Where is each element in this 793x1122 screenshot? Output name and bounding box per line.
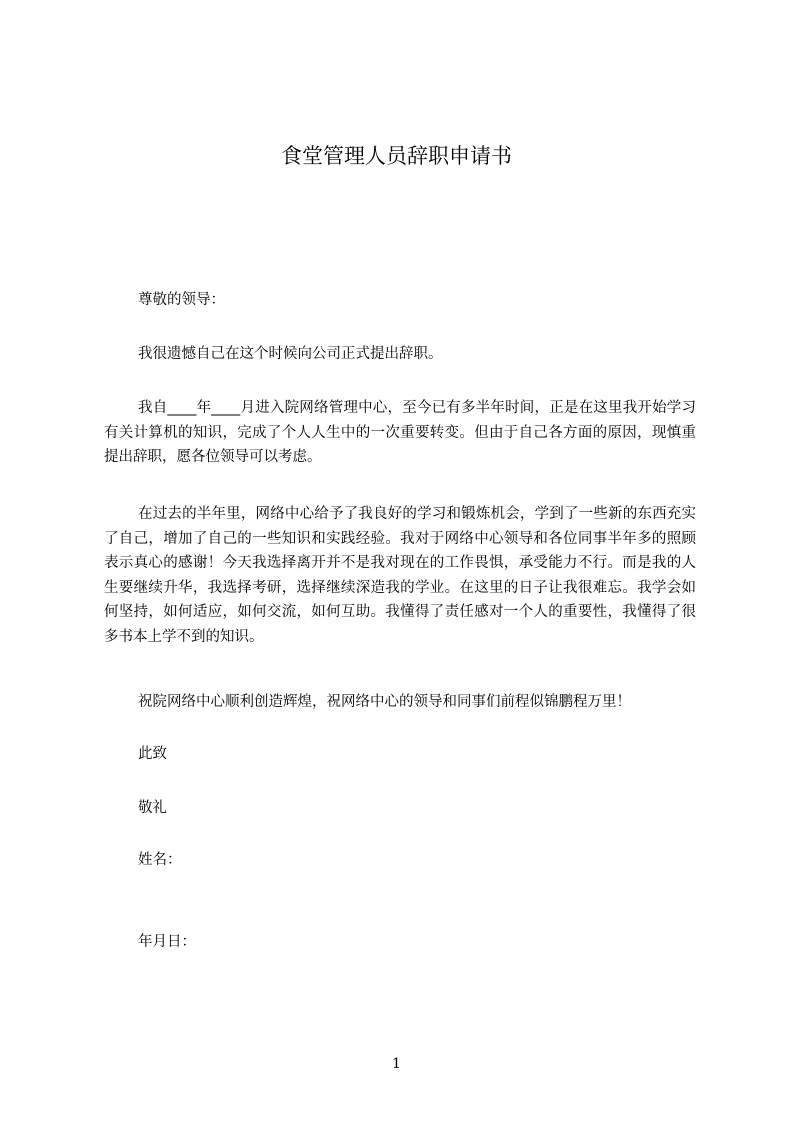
closing-respectfully: 此致: [138, 746, 167, 762]
paragraph-gratitude: 在过去的半年里，网络中心给予了我良好的学习和锻炼机会，学到了一些新的东西充实了自己，增加了自己的一些知识和实践经验。我对于网络中心领导和各位同事半年多的照顾表示真心的感谢！今天我选择离开并不是我对现在的工作畏惧，承受能力不行。而是我的人生要继续升华，我选择考研，选择继续深造我的学业。在这里的日子让我很难忘。我学会如何坚持，如何适应，如何交流，如何互助。我懂得了责任感对一个人的重要性，我懂得了很多书本上学不到的知识。: [104, 506, 696, 645]
wishes-line: 祝院网络中心顺利创造辉煌，祝网络中心的领导和同事们前程似锦鹏程万里！: [138, 694, 631, 710]
salutation: 尊敬的领导：: [138, 292, 225, 308]
name-label: 姓名：: [138, 852, 182, 868]
paragraph-employment-history: 我自____年____月进入院网络管理中心，至今已有多半年时间，正是在这里我开始学习有关计算机的知识，完成了个人人生中的一次重要转变。但由于自己各方面的原因，现慎重提出辞职，愿各位领导可以考虑。: [104, 400, 696, 466]
opening-sentence: 我很遗憾自己在这个时候向公司正式提出辞职。: [138, 346, 443, 362]
closing-salute: 敬礼: [138, 800, 167, 816]
page-number: 1: [392, 1056, 401, 1072]
document-title: 食堂管理人员辞职申请书: [281, 144, 512, 168]
date-label: 年月日：: [138, 934, 196, 950]
